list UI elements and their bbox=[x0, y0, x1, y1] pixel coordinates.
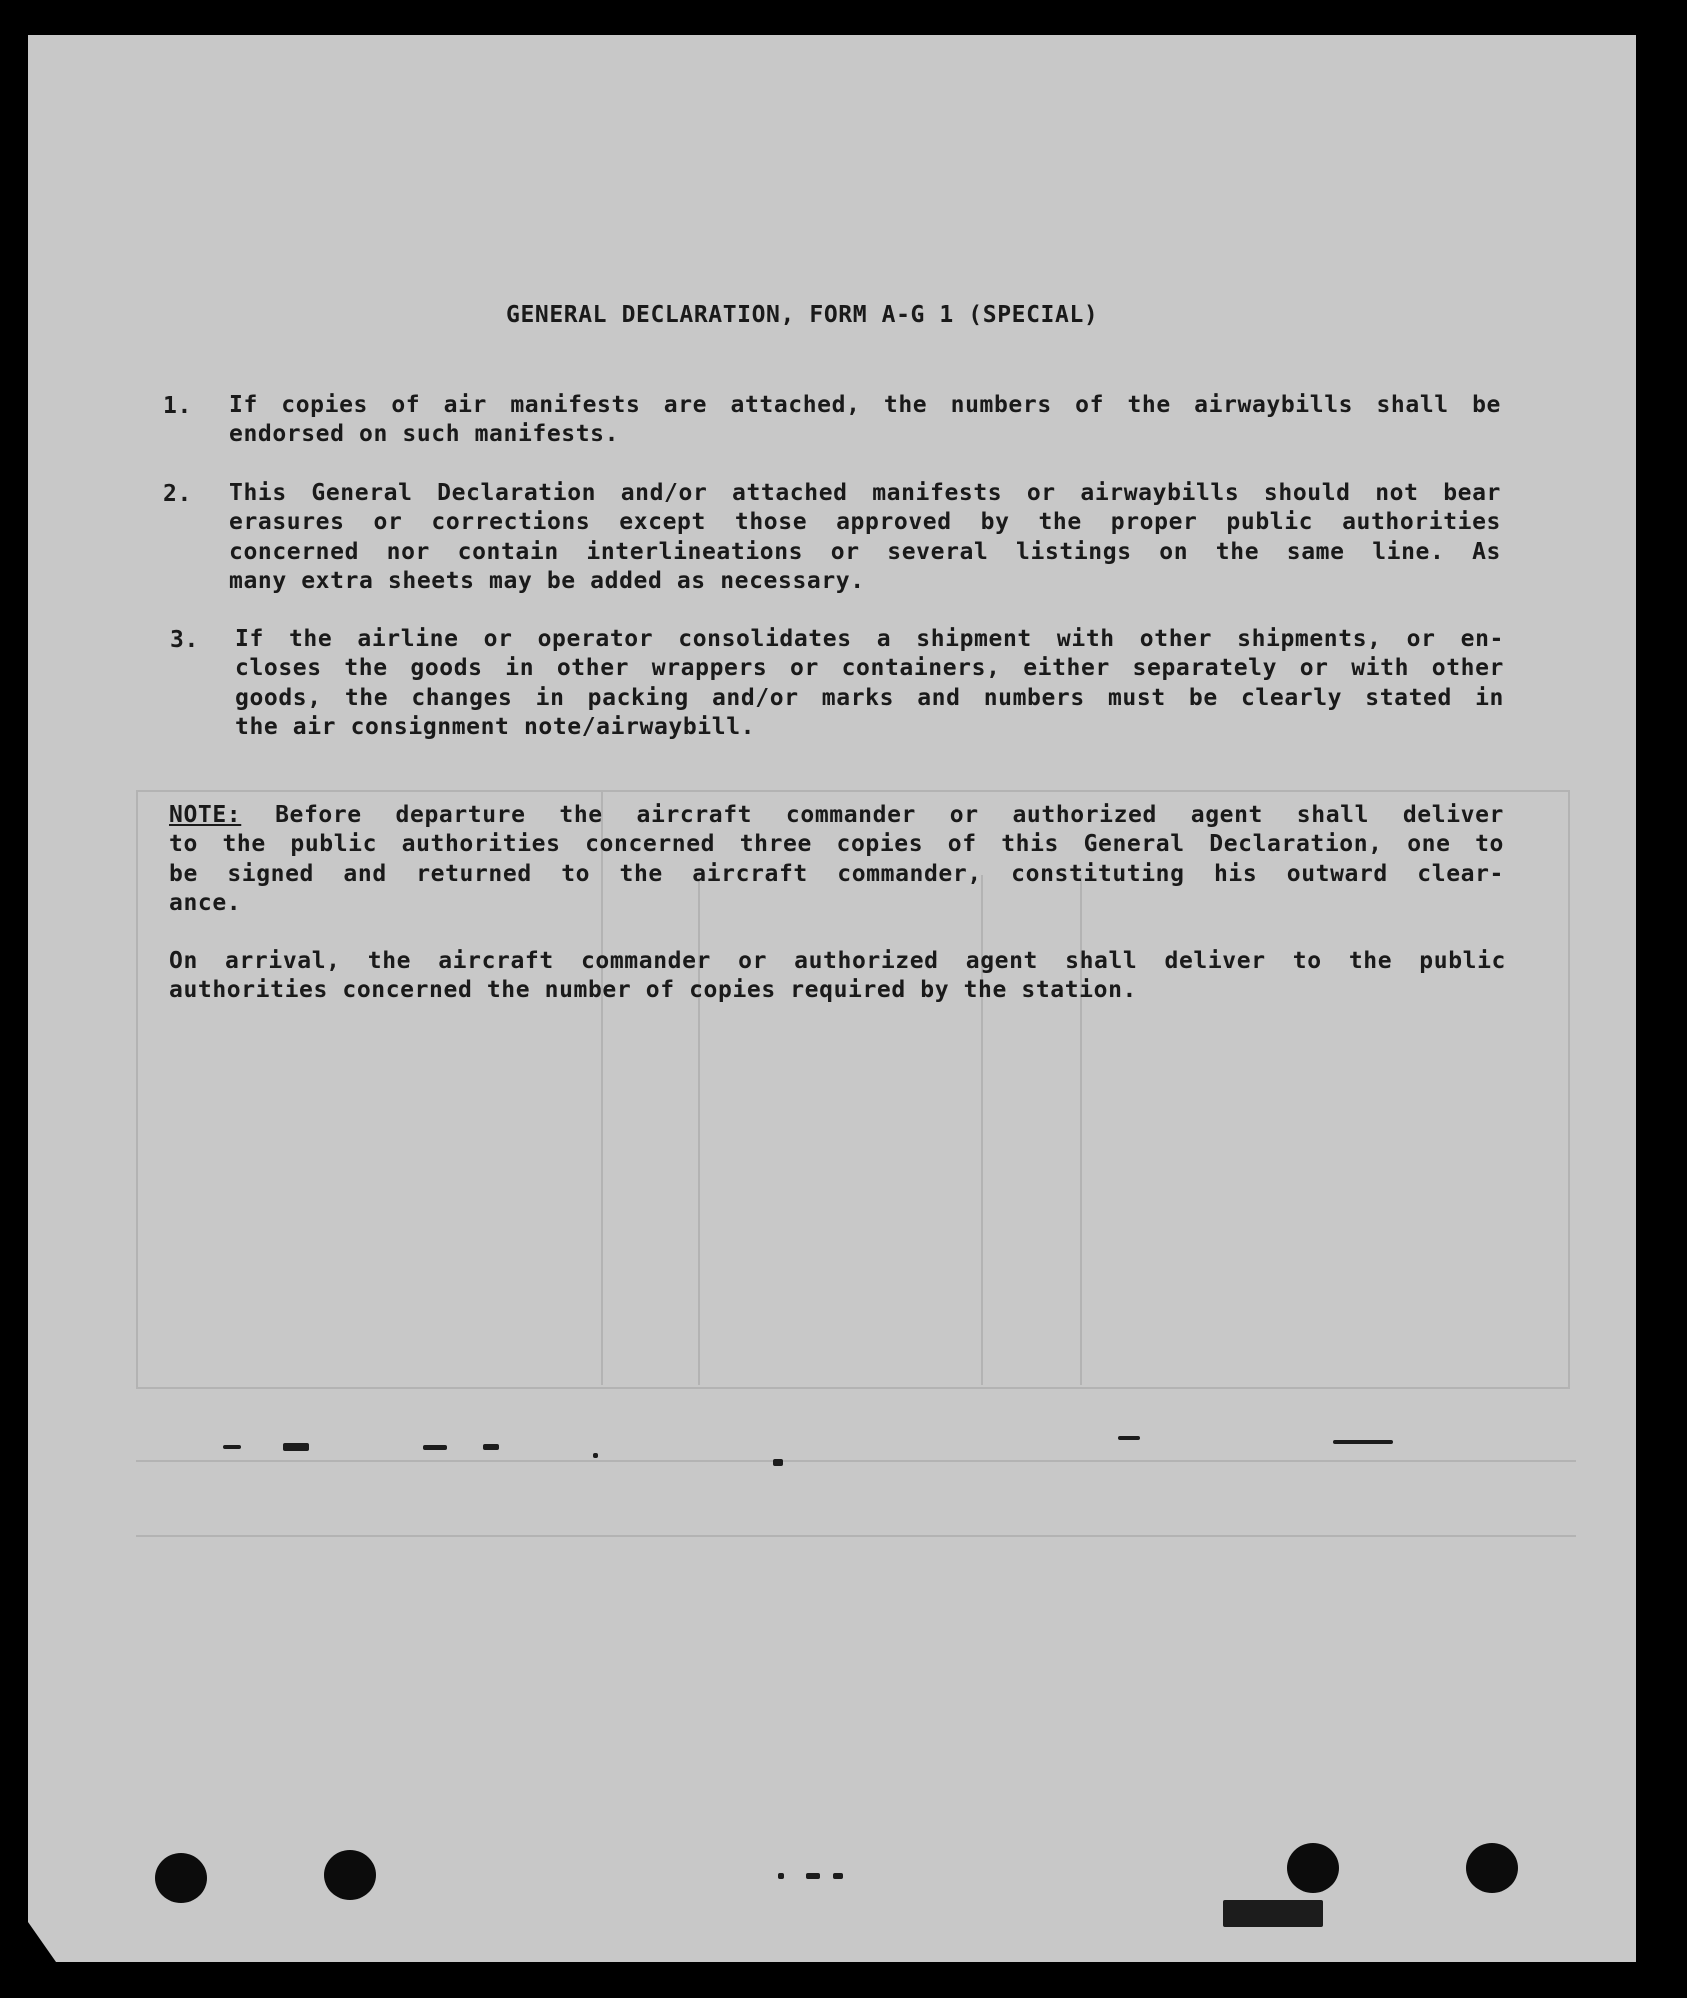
punch-hole bbox=[324, 1850, 376, 1900]
text-line: many extra sheets may be added as necessary. bbox=[229, 567, 865, 594]
ink-speck bbox=[1223, 1900, 1323, 1927]
arrival-paragraph bbox=[169, 947, 1506, 1006]
text-line: the air consignment note/airwaybill. bbox=[235, 713, 756, 740]
item-number: 1. bbox=[163, 393, 192, 419]
form-title: GENERAL DECLARATION, FORM A-G 1 (SPECIAL) bbox=[506, 302, 1099, 328]
item-number: 3. bbox=[170, 627, 199, 653]
ink-speck bbox=[806, 1873, 820, 1879]
ink-speck bbox=[223, 1445, 241, 1449]
instruction-item bbox=[235, 625, 1504, 742]
ink-speck bbox=[423, 1445, 447, 1450]
note-first-line bbox=[169, 801, 1504, 830]
text-line: endorsed on such manifests. bbox=[229, 421, 620, 448]
text-line: If the airline or operator consolidates a shipment with other shipments, or en- bbox=[235, 626, 1504, 652]
ink-speck bbox=[1118, 1436, 1140, 1440]
bleed-through-rule bbox=[136, 1460, 1576, 1462]
note-paragraph bbox=[169, 801, 1504, 918]
instruction-item bbox=[229, 391, 1501, 450]
text-line: concerned nor contain interlineations or several listings on the same line. As bbox=[229, 538, 1501, 565]
punch-hole bbox=[1287, 1843, 1339, 1893]
text-line: goods, the changes in packing and/or marks and numbers must be clearly stated in bbox=[235, 684, 1504, 711]
bleed-through-rule bbox=[136, 1535, 1576, 1537]
ink-speck bbox=[283, 1443, 309, 1451]
text-line: This General Declaration and/or attached manifests or airwaybills should not bear bbox=[229, 480, 1501, 506]
punch-hole bbox=[1466, 1843, 1518, 1893]
text-line: On arrival, the aircraft commander or authorized agent shall deliver to the public bbox=[169, 948, 1506, 974]
text-line: be signed and returned to the aircraft commander, constituting his outward clear- bbox=[169, 860, 1504, 887]
note-label: NOTE: bbox=[169, 802, 242, 828]
punch-hole bbox=[155, 1853, 207, 1903]
ink-speck bbox=[833, 1873, 843, 1879]
instruction-item bbox=[229, 479, 1501, 596]
ink-speck bbox=[1333, 1440, 1393, 1444]
text-line: ance. bbox=[169, 889, 242, 916]
text-line: authorities concerned the number of copies required by the station. bbox=[169, 977, 1137, 1004]
ink-speck bbox=[773, 1459, 783, 1466]
text-line: erasures or corrections except those approved by the proper public authorities bbox=[229, 509, 1501, 536]
note-first-line-text: Before departure the aircraft commander or authorized agent shall deliver bbox=[275, 802, 1504, 828]
item-number: 2. bbox=[163, 481, 192, 507]
ink-speck bbox=[778, 1873, 784, 1879]
document-page bbox=[28, 35, 1636, 1962]
text-line: to the public authorities concerned three copies of this General Declaration, one to bbox=[169, 831, 1504, 858]
ink-speck bbox=[483, 1444, 499, 1450]
text-line: If copies of air manifests are attached, the numbers of the airwaybills shall be bbox=[229, 392, 1501, 418]
ink-speck bbox=[593, 1453, 598, 1458]
text-line: closes the goods in other wrappers or containers, either separately or with other bbox=[235, 655, 1504, 682]
